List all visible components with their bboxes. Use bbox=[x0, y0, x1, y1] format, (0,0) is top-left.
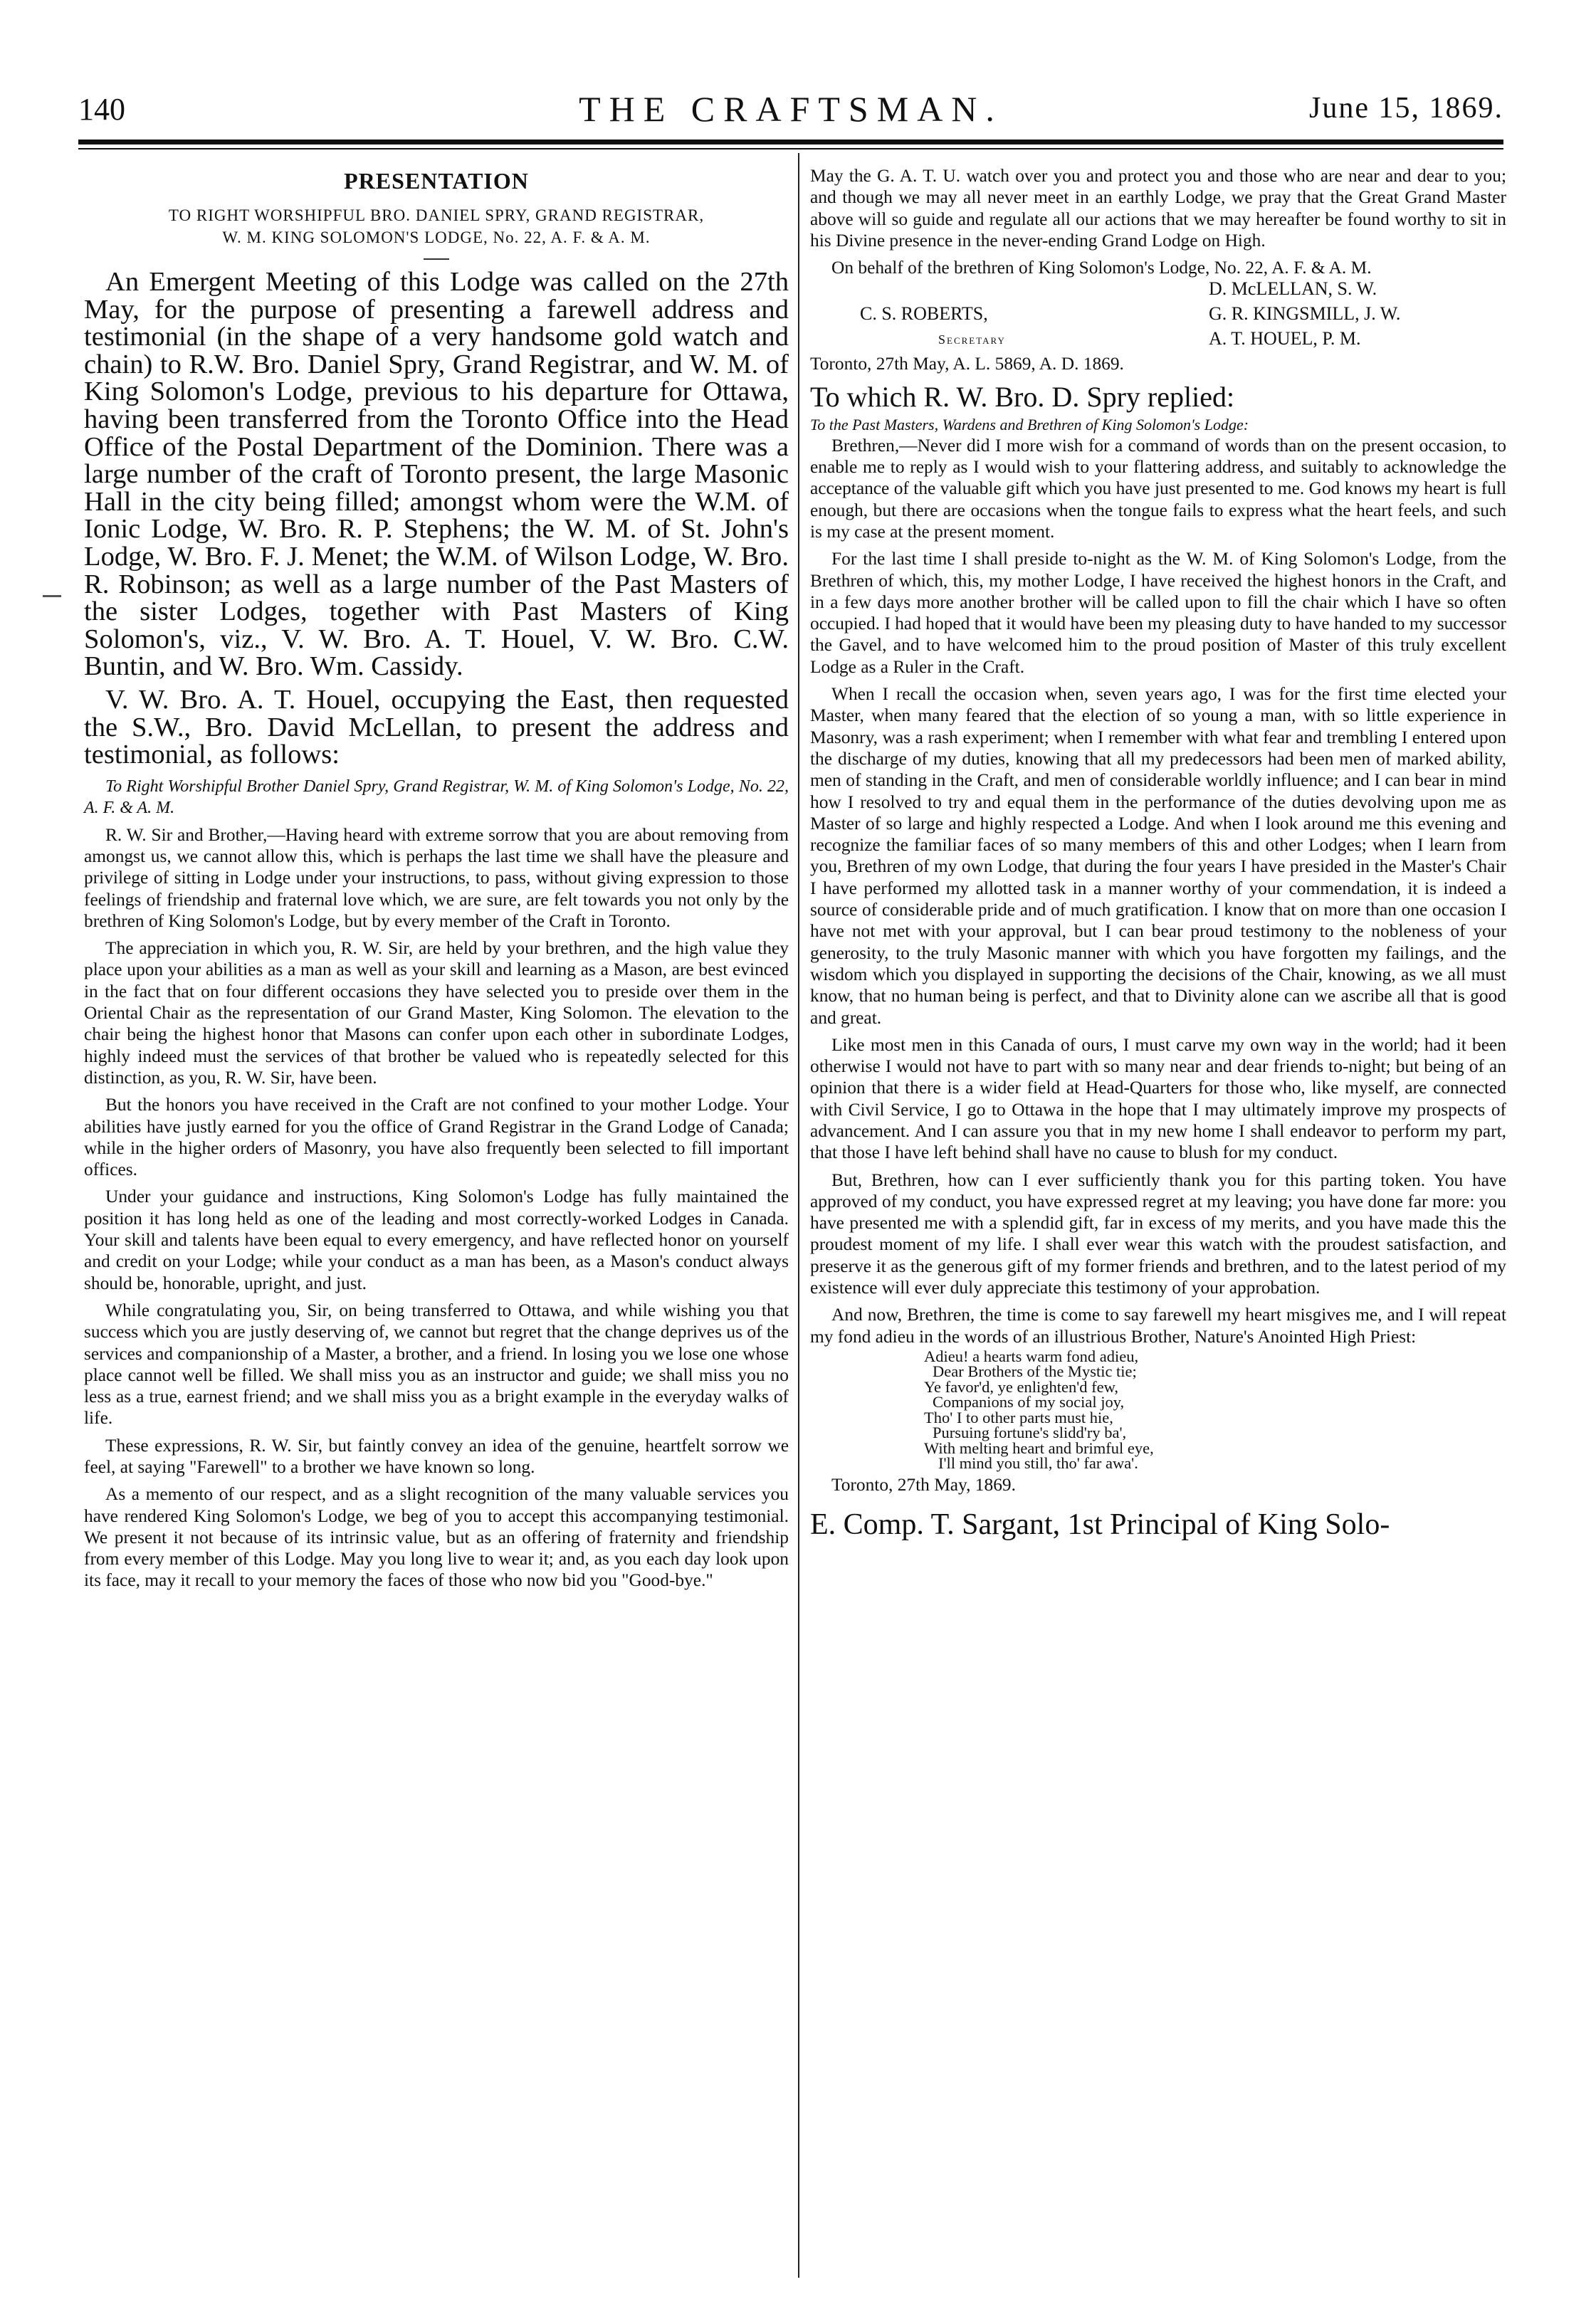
poem-stanza bbox=[810, 1349, 1506, 1471]
reply-paragraph: Like most men in this Canada of ours, I must carve my own way in the world; had it been otherwise I would not have to part with so many near and dear friends to-night; but being of an opinion that there is a wider field at Head-Quarters for those who, like myself, are connected with Civil Service, I go to Ottawa in the hope that I may ultimately improve my prospects of advancement. And I can assure you that in my new home I shall endeavor to perform my part, that those I have left behind shall have no cause to blush for my conduct. bbox=[810, 1034, 1506, 1163]
signature-row bbox=[810, 278, 1506, 303]
signature-secretary-title: Secretary bbox=[938, 332, 1006, 347]
address-paragraph: These expressions, R. W. Sir, but faintly convey an idea of the genuine, heartfelt sorrow we feel, at saying "Farewell" to a brother we have known so long. bbox=[84, 1435, 789, 1477]
signature-roberts: C. S. ROBERTS, bbox=[860, 303, 988, 325]
poem-line: Ye favor'd, ye enlighten'd few, bbox=[924, 1377, 1119, 1396]
intro-paragraph-2: V. W. Bro. A. T. Houel, occupying the East, then requested the S.W., Bro. David McLellan, to present the address and testimonial, as follows: bbox=[84, 684, 789, 770]
article-heading: PRESENTATION bbox=[344, 168, 529, 194]
address-paragraph: R. W. Sir and Brother,—Having heard with extreme sorrow that you are about removing from amongst us, we cannot allow this, which is perhaps the last time we shall have the pleasure and privilege of sitting in Lodge under your instructions, to pass, without giving expression to those feelings of friendship and fraternal love which, we are sure, are felt towards you not only by the brethren of King Solomon's Lodge, but by every member of the Craft in Toronto. bbox=[84, 824, 789, 931]
on-behalf-line: On behalf of the brethren of King Solomon's Lodge, No. 22, A. F. & A. M. bbox=[831, 258, 1372, 278]
signature-kingsmill: G. R. KINGSMILL, J. W. bbox=[1209, 303, 1401, 325]
poem-line: Pursuing fortune's slidd'ry ba', bbox=[933, 1424, 1127, 1442]
paper-title: THE CRAFTSMAN. bbox=[579, 89, 1003, 129]
reply-paragraph: For the last time I shall preside to-night as the W. M. of King Solomon's Lodge, from the Brethren of which, this, my mother Lodge, I have received the highest honors in the Craft, and in a few days more another brother will be called upon to fill the chair which I have so often occupied. I had hoped that it would have been my pleasing duty to have handed to my successor the Gavel, and to have welcomed him to the proud position of Master of this truly excellent Lodge as a Ruler in the Craft. bbox=[810, 549, 1506, 677]
article-subheading-1: TO RIGHT WORSHIPFUL BRO. DANIEL SPRY, GRAND REGISTRAR, bbox=[168, 206, 705, 224]
address-paragraph: Under your guidance and instructions, King Solomon's Lodge has fully maintained the position it has long held as one of the leading and most correctly-worked Lodges in Canada. Your skill and talents have been equal to every emergency, and have reflected honor on yourself and credit on your Lodge; while your conduct as a man has been, as a Mason's conduct always should be, honorable, upright, and just. bbox=[84, 1187, 789, 1293]
reply-sign-off: Toronto, 27th May, 1869. bbox=[831, 1474, 1016, 1495]
reply-paragraph: And now, Brethren, the time is come to say farewell my heart misgives me, and I will repeat my fond adieu in the words of an illustrious Brother, Nature's Anointed High Priest: bbox=[810, 1305, 1506, 1347]
poem-line: Dear Brothers of the Mystic tie; bbox=[933, 1362, 1137, 1381]
reply-paragraph: When I recall the occasion when, seven years ago, I was for the first time elected your Master, when many feared that the election of so young a man, with so little experience in Masonry, was a rash experiment; when I remember with what fear and trembling I entered upon the discharge of my duties, knowing that all my predecessors had been men of marked ability, men of standing in the Craft, and men of considerable worldly influence; and I can bear in mind how I resolved to try and equal them in the performance of the duties devolving upon me as Master of so large and highly respected a Lodge. And when I look around me this evening and recognize the familiar faces of so many members of this and other Lodges; when I learn from you, Brethren of my own Lodge, that during the four years I have presided in the Master's Chair I have performed my allotted task in a manner worthy of your commendation, it is indeed a source of considerable pride and of much gratification. I know that on more than one occasion I have not met with your approval, but I can bear proud testimony to the nobleness of your generosity, to the truly Masonic manner with which you have forgotten my failings, and the wisdom which you displayed in supporting the decisions of the Chair, knowing, as we all must know, that no human being is perfect, and that to Divinity alone can we ascribe all that is good and great. bbox=[810, 684, 1506, 1028]
heading-dash bbox=[424, 258, 449, 260]
article-subheading-2: W. M. KING SOLOMON'S LODGE, No. 22, A. F. & A. M. bbox=[222, 228, 651, 246]
poem-line: Adieu! a hearts warm fond adieu, bbox=[924, 1347, 1139, 1365]
right-column bbox=[810, 165, 1506, 1544]
address-paragraph: The appreciation in which you, R. W. Sir, are held by your brethren, and the high value they place upon your abilities as a man as well as your skill and learning as a Mason, are best evinced in the fact that on four different occasions they have selected you to preside over them in the Oriental Chair as the representation of our Grand Master, King Solomon. The elevation to the chair being the highest honor that Masons can confer upon each other in subordinate Lodges, highly indeed must the services of that brother be valued who is repeatedly selected for this distinction, as you, R. W. Sir, have been. bbox=[84, 938, 789, 1088]
signature-row bbox=[810, 303, 1506, 328]
issue-date: June 15, 1869. bbox=[1309, 92, 1503, 125]
left-column bbox=[84, 165, 789, 1592]
reply-heading: To which R. W. Bro. D. Spry replied: bbox=[810, 380, 1235, 413]
poem-line: Tho' I to other parts must hie, bbox=[924, 1408, 1113, 1426]
signature-houel: A. T. HOUEL, P. M. bbox=[1209, 328, 1361, 349]
column-divider bbox=[798, 153, 799, 2278]
reply-paragraph: But, Brethren, how can I ever sufficiently thank you for this parting token. You have approved of my conduct, you have expressed regret at my leaving; you have done far more: you have presented me with a splendid gift, far in excess of my merits, and you have made this the proudest moment of my life. I shall ever wear this watch with the proudest satisfaction, and preserve it as the generous gift of my former friends and brethren, and to the latest period of my existence will ever duly appreciate this testimony of your approbation. bbox=[810, 1169, 1506, 1298]
margin-mark bbox=[43, 595, 61, 597]
reply-salutation: To the Past Masters, Wardens and Brethren of King Solomon's Lodge: bbox=[810, 415, 1249, 433]
address-closing-paragraph: May the G. A. T. U. watch over you and protect you and those who are near and dear to you; and though we may all never meet in an earthly Lodge, we pray that the Great Grand Master above will so guide and regulate all our actions that we may hereafter be found worthy to sit in his Divine presence in the never-ending Grand Lodge on High. bbox=[810, 166, 1506, 251]
next-article-heading: E. Comp. T. Sargant, 1st Principal of King Solo- bbox=[810, 1508, 1390, 1542]
page-number: 140 bbox=[78, 92, 125, 127]
signature-row bbox=[810, 328, 1506, 353]
address-paragraph: As a memento of our respect, and as a slight recognition of the many valuable services you have rendered King Solomon's Lodge, we beg of you to accept this accompanying testimonial. We present it not because of its intrinsic value, but as an offering of fraternity and friendship from every member of this Lodge. May you long live to wear it; and, as you each day look upon its face, may it recall to your memory the faces of those who now bid you "Good-bye." bbox=[84, 1484, 789, 1591]
header-rule-thin bbox=[78, 148, 1503, 149]
masthead bbox=[78, 78, 1503, 135]
poem-line: Companions of my social joy, bbox=[933, 1393, 1125, 1411]
reply-paragraph: Brethren,—Never did I more wish for a command of words than on the present occasion, to enable me to reply as I would wish to your flattering address, and suitably to acknowledge the acceptance of the valuable gift which you have just presented to me. God knows my heart is full enough, but there are occasions when the tongue fails to express what the heart feels, and such is my case at the present moment. bbox=[810, 435, 1506, 542]
poem-line: I'll mind you still, tho' far awa'. bbox=[938, 1454, 1138, 1473]
signature-place-date: Toronto, 27th May, A. L. 5869, A. D. 1869. bbox=[810, 354, 1124, 374]
address-paragraph: While congratulating you, Sir, on being transferred to Ottawa, and while wishing you that success which you are justly deserving of, we cannot but regret that the change deprives us of the services and companionship of a Master, a brother, and a friend. In losing you we lose one whose place cannot well be filled. We shall miss you as an instructor and guide; we shall miss you no less as a true, earnest friend; and we shall miss you as a bright example in the everyday walks of life. bbox=[84, 1300, 789, 1429]
poem-line: With melting heart and brimful eye, bbox=[924, 1439, 1154, 1457]
address-salutation: To Right Worshipful Brother Daniel Spry, Grand Registrar, W. M. of King Solomon's Lodge, No. 22, A. F. & A. M. bbox=[84, 777, 789, 817]
intro-paragraph: An Emergent Meeting of this Lodge was called on the 27th May, for the purpose of presenting a farewell address and testimonial (in the shape of a very handsome gold watch and chain) to R.W. Bro. Daniel Spry, Grand Registrar, and W. M. of King Solomon's Lodge, previous to his departure for Ottawa, having been transferred from the Toronto Office into the Head Office of the Postal Department of the Dominion. There was a large number of the craft of Toronto present, the large Masonic Hall in the city being filled; amongst whom were the W.M. of Ionic Lodge, W. Bro. R. P. Stephens; the W. M. of St. John's Lodge, W. Bro. F. J. Menet; the W.M. of Wilson Lodge, W. Bro. R. Robinson; as well as a large number of the Past Masters of the sister Lodges, together with Past Masters of King Solomon's, viz., V. W. Bro. A. T. Houel, V. W. Bro. C.W. Buntin, and W. Bro. Wm. Cassidy. bbox=[84, 267, 789, 682]
header-rule-thick bbox=[78, 140, 1503, 144]
address-paragraph: But the honors you have received in the Craft are not confined to your mother Lodge. Your abilities have justly earned for you the office of Grand Registrar in the Grand Lodge of Canada; while in the higher orders of Masonry, you have also frequently been selected to fill important offices. bbox=[84, 1095, 789, 1180]
signature-mclellan: D. McLELLAN, S. W. bbox=[1209, 278, 1377, 300]
